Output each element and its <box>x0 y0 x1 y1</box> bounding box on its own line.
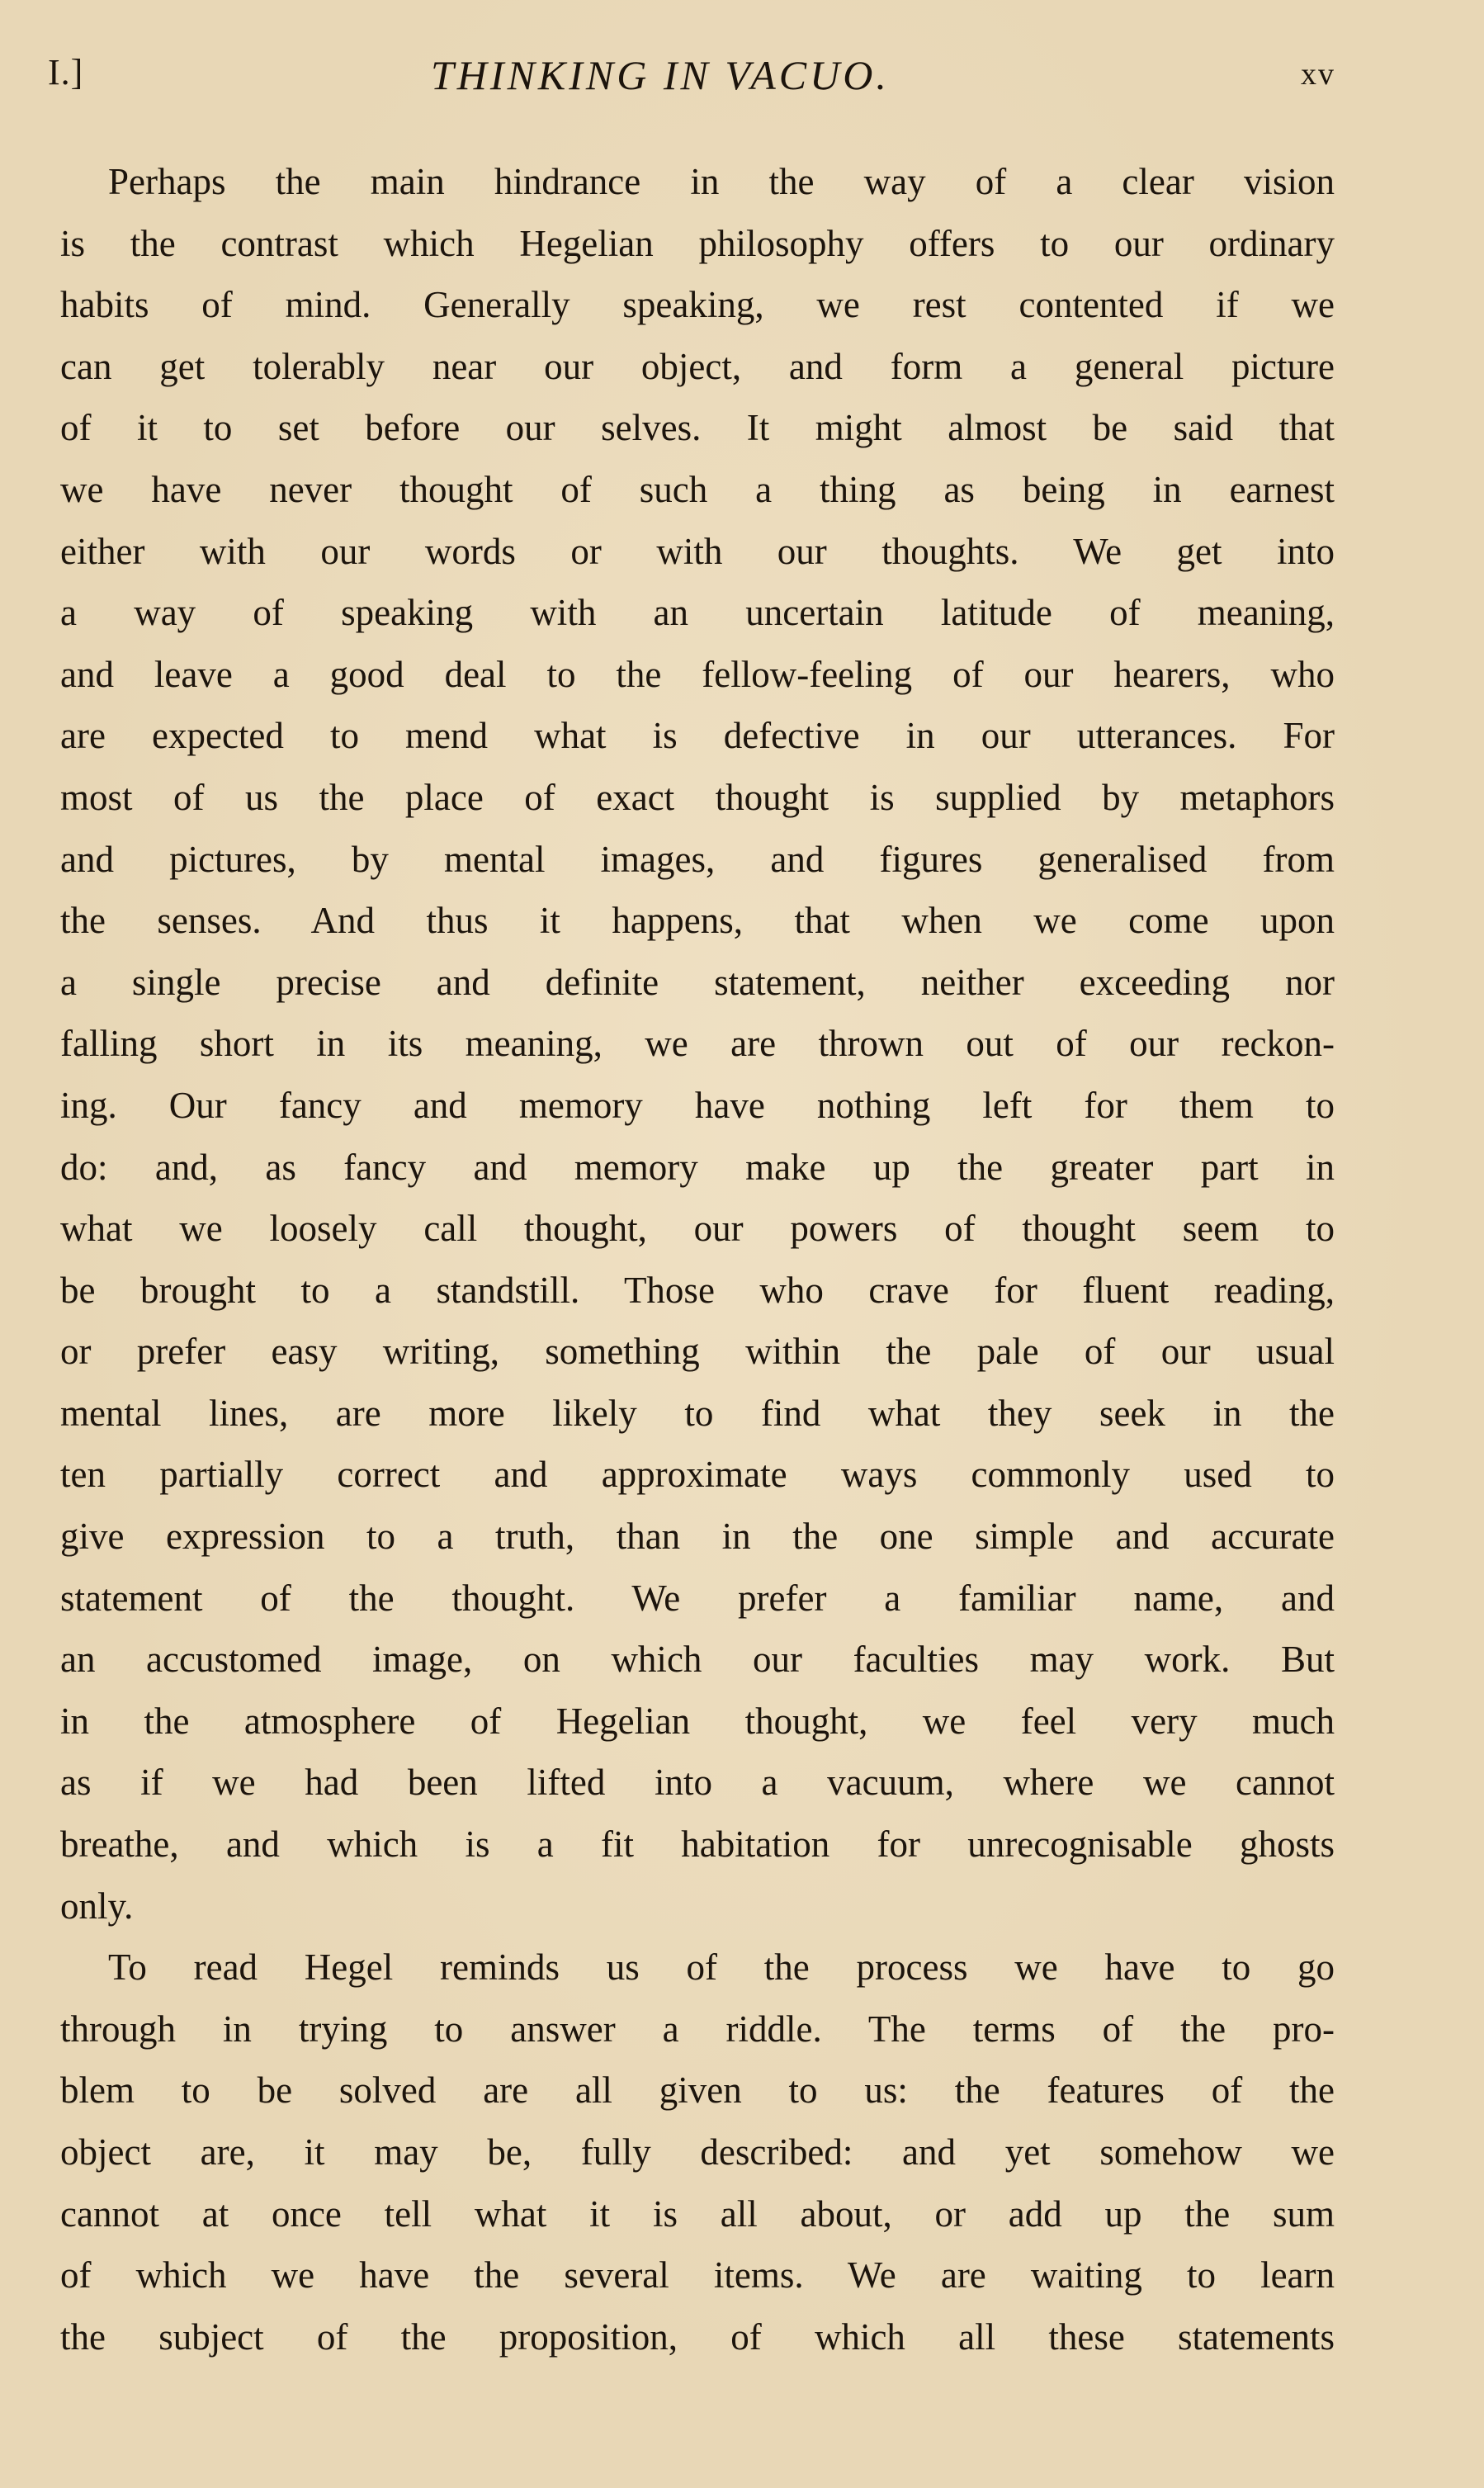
text-line: do: and, as fancy and memory make up the greater part in <box>60 1146 1335 1188</box>
running-header <box>48 51 1335 109</box>
text-line: the subject of the proposition, of which all these statements <box>60 2315 1335 2358</box>
text-line: are expected to mend what is defective in our utterances. For <box>60 715 1335 757</box>
text-line: habits of mind. Generally speaking, we rest contented if we <box>60 284 1335 326</box>
text-line: of it to set before our selves. It might almost be said that <box>60 407 1335 449</box>
text-line: only. <box>60 1885 134 1927</box>
text-line: a way of speaking with an uncertain latitude of meaning, <box>60 592 1335 634</box>
text-line: and pictures, by mental images, and figures generalised from <box>60 838 1335 880</box>
running-title: THINKING IN VACUO. <box>431 52 890 98</box>
text-line: statement of the thought. We prefer a familiar name, and <box>60 1577 1335 1619</box>
text-line: breathe, and which is a fit habitation for unrecognisable ghosts <box>60 1823 1335 1866</box>
text-line: cannot at once tell what it is all about, or add up the sum <box>60 2192 1335 2235</box>
text-line: give expression to a truth, than in the one simple and accurate <box>60 1516 1335 1558</box>
text-line: falling short in its meaning, we are thrown out of our reckon- <box>60 1023 1335 1065</box>
text-line: a single precise and definite statement, neither exceeding nor <box>60 961 1335 1003</box>
text-line: as if we had been lifted into a vacuum, where we cannot <box>60 1762 1335 1804</box>
text-line: is the contrast which Hegelian philosophy offers to our ordinary <box>60 222 1335 264</box>
text-line: To read Hegel reminds us of the process we have to go <box>108 1946 1335 1989</box>
page-number: xv <box>1301 57 1335 92</box>
text-line: an accustomed image, on which our faculties may work. But <box>60 1639 1335 1681</box>
text-line: object are, it may be, fully described: and yet somehow we <box>60 2131 1335 2173</box>
text-line: or prefer easy writing, something within the pale of our usual <box>60 1331 1335 1373</box>
text-line: the senses. And thus it happens, that when we come upon <box>60 900 1335 942</box>
text-line: through in trying to answer a riddle. The terms of the pro- <box>60 2008 1335 2050</box>
text-line: we have never thought of such a thing as being in earnest <box>60 468 1335 510</box>
text-line: mental lines, are more likely to find what they seek in the <box>60 1392 1335 1434</box>
text-line: can get tolerably near our object, and form a general picture <box>60 345 1335 387</box>
text-line: in the atmosphere of Hegelian thought, we feel very much <box>60 1700 1335 1742</box>
text-line: either with our words or with our thoughts. We get into <box>60 530 1335 572</box>
body-text <box>60 151 1335 2367</box>
text-line: what we loosely call thought, our powers of thought seem to <box>60 1208 1335 1250</box>
text-line: be brought to a standstill. Those who crave for fluent reading, <box>60 1269 1335 1311</box>
chapter-marker: I.] <box>48 52 84 92</box>
text-line: of which we have the several items. We are waiting to learn <box>60 2254 1335 2296</box>
text-line: and leave a good deal to the fellow-feeling of our hearers, who <box>60 653 1335 695</box>
text-line: ing. Our fancy and memory have nothing left for them to <box>60 1084 1335 1126</box>
text-line: blem to be solved are all given to us: the features of the <box>60 2069 1335 2112</box>
text-line: Perhaps the main hindrance in the way of a clear vision <box>108 161 1335 202</box>
text-line: most of us the place of exact thought is supplied by metaphors <box>60 776 1335 818</box>
text-line: ten partially correct and approximate ways commonly used to <box>60 1454 1335 1496</box>
